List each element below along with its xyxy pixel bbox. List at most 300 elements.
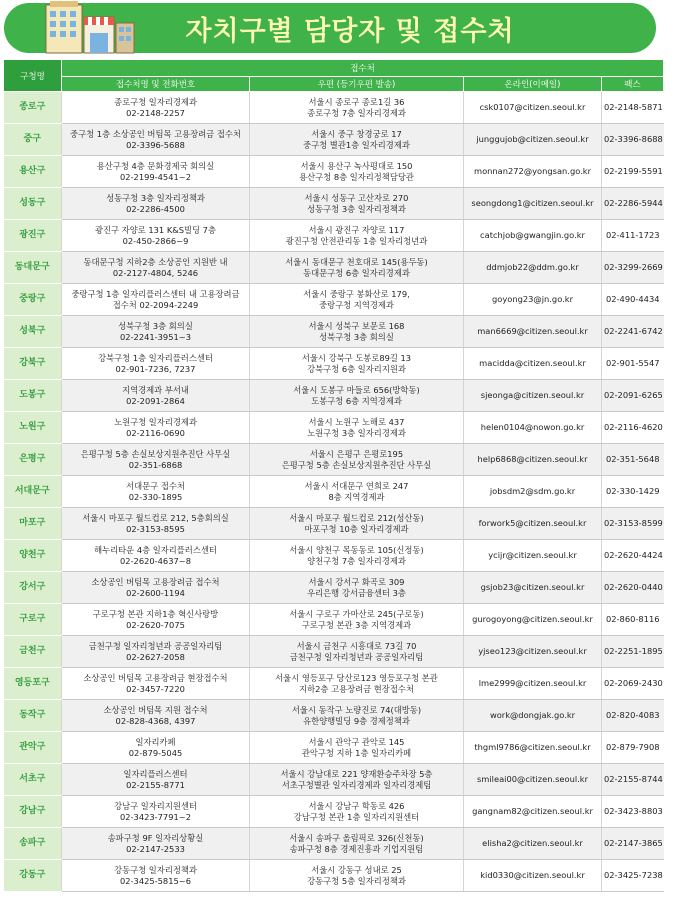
mail-cell-text: 은평구청 5층 손실보상지원추진단 사무실 <box>281 459 432 470</box>
office-cell <box>62 124 250 156</box>
mail-cell-text: 금천구청 일자리청년과 공공일자리팀 <box>289 651 424 662</box>
fax-cell <box>602 348 664 380</box>
table-row <box>4 188 664 220</box>
email-cell-text: goyong23@jn.go.kr <box>492 294 573 305</box>
email-cell[interactable] <box>464 860 602 892</box>
mail-cell <box>250 732 464 764</box>
fax-cell-text: 02-3396-8688 <box>604 134 663 145</box>
district-cell <box>4 124 62 156</box>
header-district: 구청명 <box>4 60 62 92</box>
email-cell-text: gsjob23@citizen.seoul.kr <box>480 582 585 593</box>
fax-cell-text: 02-2091-6265 <box>604 390 663 401</box>
office-cell-text: 02-2127-4804, 5246 <box>112 267 199 278</box>
mail-cell <box>250 604 464 636</box>
district-cell <box>4 604 62 636</box>
mail-cell-text: 강동구청 5층 일자리정책과 <box>307 875 406 886</box>
office-cell-text: 02-450-2866~9 <box>122 235 189 246</box>
office-cell-text: 서울시 마포구 월드컵로 212, 5층회의실 <box>82 513 229 523</box>
table-row <box>4 508 664 540</box>
mail-cell <box>250 220 464 252</box>
email-cell-text: gurogoyong@citizen.seoul.kr <box>472 614 593 625</box>
office-cell-text: 소상공인 버팀목 고용장려금 현장접수처 <box>83 673 228 683</box>
mail-cell <box>250 348 464 380</box>
email-cell-text: monnan272@yongsan.go.kr <box>473 166 591 177</box>
mail-cell-text: 서울시 광진구 자양로 117 <box>308 225 405 235</box>
table-row <box>4 348 664 380</box>
fax-cell <box>602 508 664 540</box>
office-cell-text: 02-2600-1194 <box>126 587 185 598</box>
mail-cell <box>250 572 464 604</box>
office-cell <box>62 92 250 124</box>
office-cell-text: 은평구청 5층 손실보상지원추진단 사무실 <box>80 449 231 459</box>
mail-cell-text: 성동구청 3층 일자리정책과 <box>307 203 406 214</box>
mail-cell-text: 중구청 별관1층 일자리경제과 <box>303 139 410 150</box>
email-cell[interactable] <box>464 124 602 156</box>
mail-cell-text: 구로구청 본관 3층 지역경제과 <box>301 619 412 630</box>
mail-cell-text: 동대문구청 6층 일자리경제과 <box>303 267 410 278</box>
email-cell-text: catchjob@gwangjin.go.kr <box>480 230 585 241</box>
email-cell-text: elisha2@citizen.seoul.kr <box>482 838 583 849</box>
fax-cell <box>602 860 664 892</box>
fax-cell-text: 02-2241-6742 <box>604 326 663 337</box>
office-cell-text: 종로구청 일자리경제과 <box>114 97 197 107</box>
fax-cell <box>602 412 664 444</box>
office-cell <box>62 284 250 316</box>
mail-cell <box>250 444 464 476</box>
district-cell <box>4 92 62 124</box>
fax-cell <box>602 732 664 764</box>
fax-cell-text: 02-2620-4424 <box>604 550 663 561</box>
mail-cell-text: 송파구청 8층 경제진흥과 기업지원팀 <box>289 843 424 854</box>
mail-cell-text: 서울시 강북구 도봉로89길 13 <box>301 353 412 363</box>
district-cell-text: 금천구 <box>19 646 46 657</box>
header-fax: 팩스 <box>602 77 664 92</box>
fax-cell <box>602 636 664 668</box>
fax-cell <box>602 316 664 348</box>
email-cell[interactable] <box>464 732 602 764</box>
fax-cell-text: 02-2620-0440 <box>604 582 663 593</box>
office-cell-text: 소상공인 버팀목 고용장려금 접수처 <box>91 577 220 587</box>
fax-cell-text: 02-879-7908 <box>606 742 660 753</box>
district-cell-text: 구로구 <box>19 614 46 625</box>
office-cell-text: 강동구청 일자리정책과 <box>114 865 197 875</box>
district-cell <box>4 764 62 796</box>
mail-cell-text: 광진구청 안전관리동 1층 일자리청년과 <box>285 235 428 246</box>
district-cell-text: 동작구 <box>19 710 46 721</box>
mail-cell <box>250 668 464 700</box>
title-banner <box>4 3 656 53</box>
mail-cell-text: 도봉구청 6층 지역경제과 <box>311 395 402 406</box>
mail-cell-text: 중랑구청 지역경제과 <box>319 299 394 310</box>
district-cell-text: 영등포구 <box>14 678 50 689</box>
table-row <box>4 316 664 348</box>
office-cell-text: 구로구청 본관 지하1층 혁신사랑방 <box>92 609 219 619</box>
email-cell[interactable] <box>464 220 602 252</box>
email-cell-text: seongdong1@citizen.seoul.kr <box>471 198 594 209</box>
office-cell <box>62 188 250 220</box>
office-cell-text: 일자리카페 <box>135 737 176 747</box>
mail-cell <box>250 284 464 316</box>
mail-cell-text: 서울시 중랑구 봉화산로 179, <box>303 289 410 299</box>
office-cell-text: 지역경제과 부서내 <box>122 385 189 395</box>
office-cell <box>62 444 250 476</box>
header-online: 온라인(이메일) <box>464 77 602 92</box>
office-cell-text: 노원구청 일자리경제과 <box>114 417 197 427</box>
fax-cell-text: 02-901-5547 <box>606 358 660 369</box>
office-cell <box>62 732 250 764</box>
table-body <box>4 92 664 892</box>
email-cell-text: gangnam82@citizen.seoul.kr <box>472 806 593 817</box>
email-cell-text: ycijr@citizen.seoul.kr <box>488 550 577 561</box>
office-cell-text: 서대문구 접수처 <box>126 481 185 491</box>
mail-cell-text: 8층 지역경제과 <box>328 491 385 502</box>
mail-cell-text: 서울시 강서구 화곡로 309 <box>308 577 405 587</box>
mail-cell <box>250 380 464 412</box>
fax-cell-text: 02-3153-8599 <box>604 518 663 529</box>
office-cell <box>62 380 250 412</box>
fax-cell <box>602 124 664 156</box>
office-cell <box>62 604 250 636</box>
mail-cell-text: 종로구청 7층 일자리경제과 <box>307 107 406 118</box>
mail-cell-text: 서울시 도봉구 마들로 656(방학동) <box>293 385 420 395</box>
mail-cell <box>250 700 464 732</box>
mail-cell-text: 서울시 관악구 관악로 145 <box>308 737 405 747</box>
office-cell-text: 02-3457-7220 <box>126 683 185 694</box>
email-cell[interactable] <box>464 508 602 540</box>
district-cell <box>4 828 62 860</box>
office-cell-text: 용산구청 4층 문화경제국 회의실 <box>96 161 215 171</box>
mail-cell-text: 서울시 강동구 성내로 25 <box>311 865 402 875</box>
district-cell <box>4 732 62 764</box>
mail-cell-text: 서울시 구로구 가마산로 245(구로동) <box>289 609 424 619</box>
district-cell <box>4 572 62 604</box>
fax-cell <box>602 764 664 796</box>
fax-cell <box>602 700 664 732</box>
email-cell-text: jobsdm2@sdm.go.kr <box>489 486 576 497</box>
mail-cell-text: 서울시 동작구 노량진로 74(대방동) <box>291 705 422 715</box>
district-cell <box>4 316 62 348</box>
office-cell-text: 02-2116-0690 <box>126 427 185 438</box>
table-row <box>4 636 664 668</box>
email-cell[interactable] <box>464 380 602 412</box>
email-cell[interactable] <box>464 764 602 796</box>
district-cell <box>4 668 62 700</box>
email-cell[interactable] <box>464 316 602 348</box>
table-row <box>4 828 664 860</box>
email-cell-text: junggujob@citizen.seoul.kr <box>476 134 589 145</box>
email-cell[interactable] <box>464 92 602 124</box>
office-cell-text: 동대문구청 지하2층 소상공인 지원반 내 <box>83 257 228 267</box>
office-cell <box>62 316 250 348</box>
mail-cell-text: 서울시 성북구 보문로 168 <box>308 321 405 331</box>
mail-cell-text: 성북구청 3층 회의실 <box>319 331 394 342</box>
mail-cell <box>250 860 464 892</box>
office-cell-text: 일자리플러스센터 <box>123 769 188 779</box>
mail-cell-text: 서초구청별관 일자리경제과 일자리경제팀 <box>281 779 432 790</box>
header-reception: 접수처 <box>62 60 664 77</box>
office-cell-text: 02-3425-5815~6 <box>119 875 191 886</box>
office-cell <box>62 668 250 700</box>
table-row <box>4 156 664 188</box>
email-cell[interactable] <box>464 604 602 636</box>
email-cell-text: man6669@citizen.seoul.kr <box>477 326 588 337</box>
table-row <box>4 604 664 636</box>
email-cell-text: thgml9786@citizen.seoul.kr <box>474 742 591 753</box>
email-cell[interactable] <box>464 700 602 732</box>
table-row <box>4 220 664 252</box>
fax-cell-text: 02-2286-5944 <box>604 198 663 209</box>
office-cell-text: 02-2091-2864 <box>126 395 185 406</box>
mail-cell-text: 유한양행빌딩 9층 경제정책과 <box>303 715 410 726</box>
mail-cell-text: 서울시 노원구 노해로 437 <box>308 417 405 427</box>
office-cell-text: 광진구 자양로 131 K&S빌딩 7층 <box>95 225 216 235</box>
mail-cell-text: 양천구청 7층 일자리경제과 <box>307 555 406 566</box>
fax-cell-text: 02-2199-5591 <box>604 166 663 177</box>
table-row <box>4 252 664 284</box>
fax-cell-text: 02-820-4083 <box>606 710 660 721</box>
mail-cell-text: 용산구청 8층 일자리정책담당관 <box>299 171 414 182</box>
district-cell-text: 은평구 <box>19 454 46 465</box>
table-row <box>4 796 664 828</box>
email-cell-text: lme2999@citizen.seoul.kr <box>478 678 587 689</box>
mail-cell-text: 마포구청 10층 일자리경제과 <box>304 523 409 534</box>
office-cell-text: 소상공인 버팀목 지원 접수처 <box>103 705 208 715</box>
office-cell-text: 접수처 02-2094-2249 <box>112 299 199 310</box>
mail-cell-text: 서울시 서대문구 연희로 247 <box>304 481 409 491</box>
email-cell[interactable] <box>464 188 602 220</box>
office-cell-text: 02-2620-7075 <box>126 619 185 630</box>
office-cell-text: 02-351-6868 <box>128 459 183 470</box>
district-cell <box>4 188 62 220</box>
mail-cell-text: 서울시 성동구 고산자로 270 <box>304 193 409 203</box>
office-cell-text: 02-2620-4637~8 <box>119 555 191 566</box>
district-cell-text: 마포구 <box>19 518 46 529</box>
district-cell <box>4 348 62 380</box>
table-row <box>4 700 664 732</box>
fax-cell-text: 02-3299-2669 <box>604 262 663 273</box>
district-cell <box>4 636 62 668</box>
office-cell <box>62 796 250 828</box>
district-cell-text: 강북구 <box>19 358 46 369</box>
header-mail: 우편 (등기우편 발송) <box>250 77 464 92</box>
mail-cell <box>250 412 464 444</box>
district-cell-text: 성북구 <box>19 326 46 337</box>
mail-cell-text: 서울시 중구 창경궁로 17 <box>311 129 402 139</box>
fax-cell <box>602 220 664 252</box>
district-cell-text: 성동구 <box>19 198 46 209</box>
email-cell[interactable] <box>464 284 602 316</box>
mail-cell <box>250 828 464 860</box>
fax-cell-text: 02-351-5648 <box>606 454 660 465</box>
table-row <box>4 764 664 796</box>
district-cell-text: 강서구 <box>19 582 46 593</box>
office-cell-text: 02-2241-3951~3 <box>119 331 191 342</box>
email-cell-text: ddmjob22@ddm.go.kr <box>486 262 579 273</box>
district-cell-text: 도봉구 <box>19 390 46 401</box>
mail-cell <box>250 156 464 188</box>
mail-cell-text: 노원구청 3층 일자리경제과 <box>307 427 406 438</box>
email-cell-text: work@dongjak.go.kr <box>489 710 576 721</box>
district-cell <box>4 476 62 508</box>
district-cell-text: 서초구 <box>19 774 46 785</box>
office-cell <box>62 572 250 604</box>
mail-cell <box>250 508 464 540</box>
office-cell-text: 02-2147-2533 <box>126 843 185 854</box>
table-row <box>4 732 664 764</box>
office-cell-text: 02-2627-2058 <box>126 651 185 662</box>
office-cell <box>62 348 250 380</box>
email-cell[interactable] <box>464 156 602 188</box>
table-row <box>4 380 664 412</box>
fax-cell-text: 02-3423-8803 <box>604 806 663 817</box>
email-cell[interactable] <box>464 636 602 668</box>
district-cell <box>4 700 62 732</box>
office-cell-text: 02-2155-8771 <box>126 779 185 790</box>
mail-cell <box>250 636 464 668</box>
mail-cell <box>250 92 464 124</box>
fax-cell-text: 02-2155-8744 <box>604 774 663 785</box>
office-cell <box>62 540 250 572</box>
mail-cell <box>250 764 464 796</box>
email-cell-text: helen0104@nowon.go.kr <box>480 422 585 433</box>
table-row <box>4 668 664 700</box>
district-cell-text: 중랑구 <box>19 294 46 305</box>
email-cell-text: forwork5@citizen.seoul.kr <box>478 518 587 529</box>
mail-cell-text: 관악구청 지하 1층 일자리카페 <box>301 747 412 758</box>
mail-cell <box>250 316 464 348</box>
table-row <box>4 92 664 124</box>
office-cell-text: 02-3396-5688 <box>126 139 185 150</box>
fax-cell <box>602 540 664 572</box>
fax-cell <box>602 380 664 412</box>
mail-cell-text: 서울시 은평구 은평로195 <box>309 449 404 459</box>
district-cell <box>4 220 62 252</box>
email-cell-text: csk0107@citizen.seoul.kr <box>479 102 586 113</box>
district-cell <box>4 508 62 540</box>
office-cell-text: 해누리타운 4층 일자리플러스센터 <box>94 545 217 555</box>
district-cell <box>4 412 62 444</box>
table-row <box>4 572 664 604</box>
email-cell-text: kid0330@citizen.seoul.kr <box>480 870 585 881</box>
district-cell-text: 강동구 <box>19 870 46 881</box>
district-cell-text: 동대문구 <box>14 262 50 273</box>
email-cell[interactable] <box>464 444 602 476</box>
fax-cell-text: 02-860-8116 <box>606 614 660 625</box>
mail-cell-text: 서울시 송파구 올림픽로 326(신천동) <box>289 833 424 843</box>
office-cell-text: 성동구청 3층 일자리정책과 <box>106 193 205 203</box>
office-cell-text: 02-2199-4541~2 <box>119 171 191 182</box>
mail-cell <box>250 252 464 284</box>
email-cell-text: yjseo123@citizen.seoul.kr <box>478 646 587 657</box>
fax-cell-text: 02-3425-7238 <box>604 870 663 881</box>
office-cell-text: 02-901-7236, 7237 <box>115 363 196 374</box>
email-cell-text: sjeonga@citizen.seoul.kr <box>480 390 585 401</box>
email-cell[interactable] <box>464 828 602 860</box>
district-cell <box>4 252 62 284</box>
office-cell <box>62 156 250 188</box>
office-cell-text: 금천구청 일자리청년과 공공일자리팀 <box>88 641 223 651</box>
fax-cell-text: 02-330-1429 <box>606 486 660 497</box>
fax-cell-text: 02-2069-2430 <box>604 678 663 689</box>
mail-cell-text: 우리은행 강서금융센터 3층 <box>307 587 406 598</box>
district-cell <box>4 860 62 892</box>
email-cell[interactable] <box>464 348 602 380</box>
mail-cell-text: 서울시 마포구 월드컵로 212(성산동) <box>289 513 424 523</box>
fax-cell <box>602 156 664 188</box>
office-cell-text: 송파구청 9F 일자리상황실 <box>107 833 204 843</box>
mail-cell <box>250 188 464 220</box>
district-cell <box>4 380 62 412</box>
fax-cell <box>602 828 664 860</box>
page-title: 자치구별 담당자 및 접수처 <box>185 16 515 47</box>
fax-cell-text: 02-2116-4620 <box>604 422 663 433</box>
district-cell <box>4 444 62 476</box>
email-cell[interactable] <box>464 252 602 284</box>
email-cell[interactable] <box>464 796 602 828</box>
mail-cell <box>250 124 464 156</box>
email-cell-text: help6868@citizen.seoul.kr <box>477 454 588 465</box>
fax-cell <box>602 444 664 476</box>
district-cell-text: 서대문구 <box>14 486 50 497</box>
district-cell-text: 종로구 <box>19 102 46 113</box>
mail-cell <box>250 796 464 828</box>
email-cell-text: smileai00@citizen.seoul.kr <box>476 774 589 785</box>
office-cell <box>62 508 250 540</box>
mail-cell-text: 서울시 양천구 목동동로 105(신정동) <box>289 545 424 555</box>
district-cell <box>4 796 62 828</box>
mail-cell-text: 강북구청 6층 일자리지원과 <box>307 363 406 374</box>
contact-table <box>3 59 664 892</box>
email-cell[interactable] <box>464 412 602 444</box>
office-cell-text: 02-330-1895 <box>128 491 183 502</box>
district-cell-text: 양천구 <box>19 550 46 561</box>
district-cell-text: 강남구 <box>19 806 46 817</box>
district-cell-text: 광진구 <box>19 230 46 241</box>
office-cell <box>62 636 250 668</box>
office-cell-text: 02-3423-7791~2 <box>119 811 191 822</box>
mail-cell <box>250 476 464 508</box>
office-cell-text: 02-2286-4500 <box>126 203 185 214</box>
fax-cell <box>602 604 664 636</box>
district-cell-text: 중구 <box>23 134 41 145</box>
mail-cell-text: 서울시 영등포구 당산로123 영등포구청 본관 <box>275 673 438 683</box>
mail-cell-text: 서울시 강남대로 221 양재환승주차장 5층 <box>280 769 433 779</box>
fax-cell-text: 02-411-1723 <box>606 230 660 241</box>
mail-cell-text: 강남구청 본관 1층 일자리지원센터 <box>293 811 420 822</box>
office-cell <box>62 412 250 444</box>
email-cell[interactable] <box>464 572 602 604</box>
fax-cell-text: 02-490-4434 <box>606 294 660 305</box>
table-row <box>4 860 664 892</box>
office-cell <box>62 476 250 508</box>
fax-cell <box>602 668 664 700</box>
fax-cell <box>602 252 664 284</box>
district-cell-text: 용산구 <box>19 166 46 177</box>
office-cell <box>62 764 250 796</box>
office-cell <box>62 220 250 252</box>
mail-cell-text: 서울시 금천구 시흥대로 73길 70 <box>296 641 417 651</box>
office-cell <box>62 252 250 284</box>
district-cell-text: 노원구 <box>19 422 46 433</box>
office-cell-text: 중랑구청 1층 일자리플러스센터 내 고용장려금 <box>71 289 240 299</box>
email-cell[interactable] <box>464 540 602 572</box>
email-cell[interactable] <box>464 476 602 508</box>
office-cell <box>62 700 250 732</box>
header-office: 접수처명 및 전화번호 <box>62 77 250 92</box>
email-cell[interactable] <box>464 668 602 700</box>
district-cell <box>4 284 62 316</box>
district-cell <box>4 156 62 188</box>
